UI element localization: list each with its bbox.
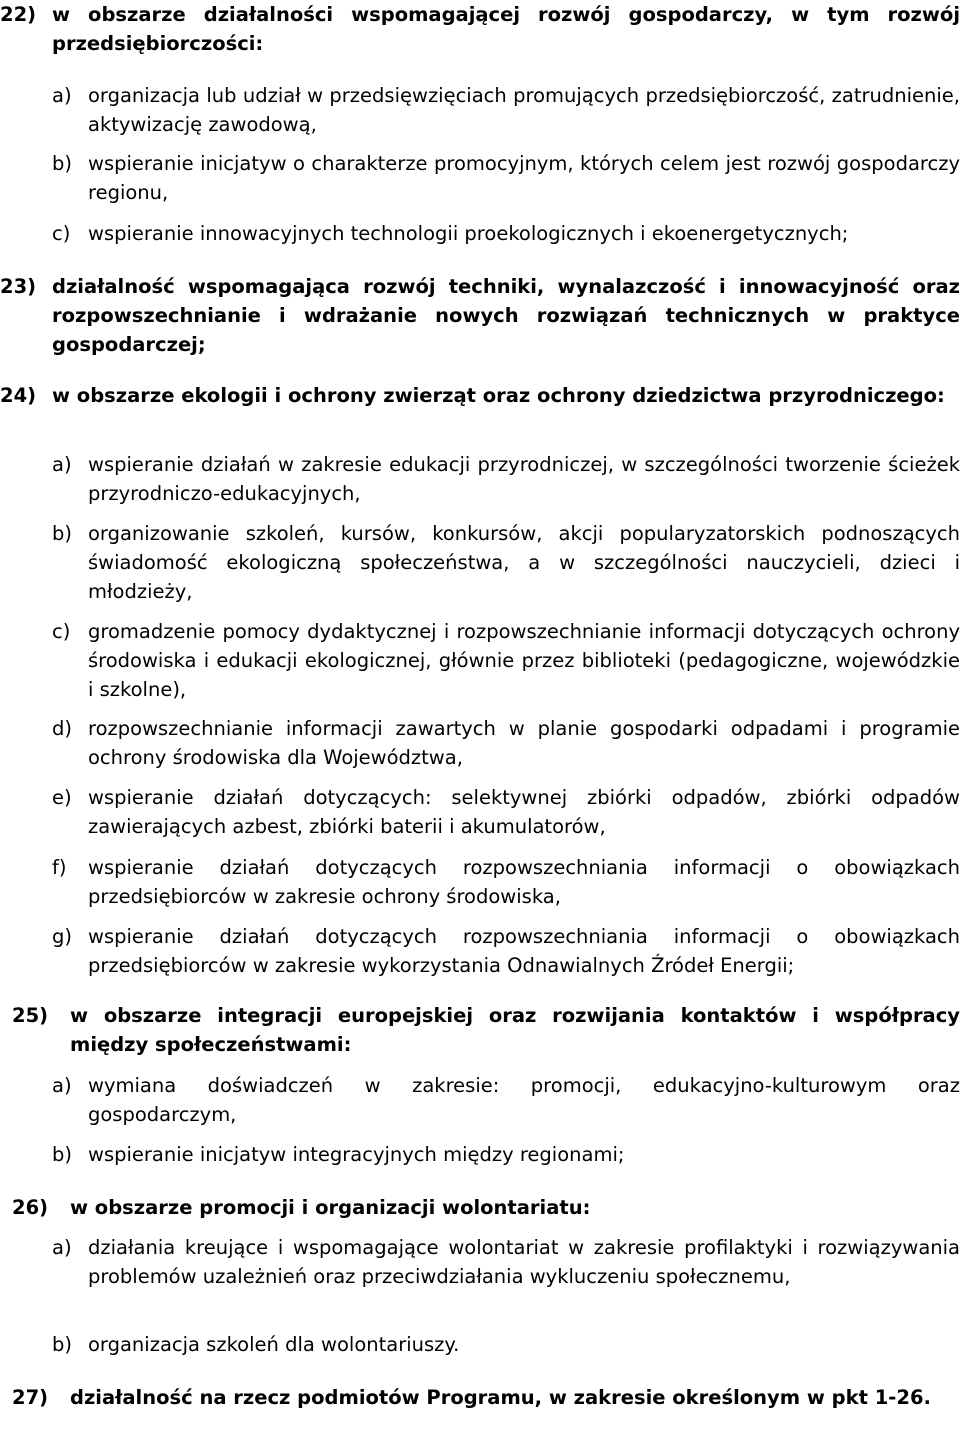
list-item [0, 617, 960, 704]
item-text: wspieranie działań dotyczących rozpowszechniania informacji o obowiązkach przedsiębiorców w zakresie wykorzystania Odnawialnych Źródeł Energii; [88, 925, 960, 977]
section-number: 26) [12, 1196, 49, 1219]
item-label: f) [52, 856, 67, 879]
item-text: wspieranie działań dotyczących: selektywnej zbiórki odpadów, zbiórki odpadów zawierających azbest, zbiórki baterii i akumulatorów, [88, 786, 960, 838]
section-title: w obszarze działalności wspomagającej rozwój gospodarczy, w tym rozwój przedsiębiorczości: [52, 3, 960, 55]
item-text: wspieranie inicjatyw integracyjnych między regionami; [88, 1143, 625, 1166]
item-label: g) [52, 925, 72, 948]
item-label: b) [52, 1333, 72, 1356]
item-text: organizowanie szkoleń, kursów, konkursów, akcji popularyzatorskich podnoszących świadomość ekologiczną społeczeństwa, a w szczególności nauczycieli, dzieci i młodzieży, [88, 522, 960, 603]
item-label: a) [52, 453, 72, 476]
list-item [0, 519, 960, 606]
list-item [0, 149, 960, 207]
list-item [0, 1140, 960, 1169]
section-number: 24) [0, 384, 37, 407]
list-item [0, 1233, 960, 1291]
item-text: wymiana doświadczeń w zakresie: promocji, edukacyjno-kulturowym oraz gospodarczym, [88, 1074, 960, 1126]
item-text: rozpowszechnianie informacji zawartych w planie gospodarki odpadami i programie ochrony środowiska dla Województwa, [88, 717, 960, 769]
list-item [0, 922, 960, 980]
item-text: wspieranie innowacyjnych technologii proekologicznych i ekoenergetycznych; [88, 222, 849, 245]
item-label: b) [52, 1143, 72, 1166]
section-heading [12, 1383, 960, 1412]
section-heading [0, 381, 960, 410]
list-item [0, 783, 960, 841]
item-label: c) [52, 222, 71, 245]
item-text: organizacja lub udział w przedsięwzięciach promujących przedsiębiorczość, zatrudnienie, aktywizację zawodową, [88, 84, 960, 136]
item-label: c) [52, 620, 71, 643]
item-text: wspieranie działań dotyczących rozpowszechniania informacji o obowiązkach przedsiębiorców w zakresie ochrony środowiska, [88, 856, 960, 908]
section-title: w obszarze promocji i organizacji wolontariatu: [70, 1196, 591, 1219]
section-heading [0, 0, 960, 58]
item-text: wspieranie działań w zakresie edukacji przyrodniczej, w szczególności tworzenie ścieżek przyrodniczo-edukacyjnych, [88, 453, 960, 505]
section-title: w obszarze integracji europejskiej oraz rozwijania kontaktów i współpracy między społeczeństwami: [70, 1004, 960, 1056]
list-item [0, 450, 960, 508]
section-number: 22) [0, 3, 37, 26]
list-item [0, 714, 960, 772]
list-item [0, 81, 960, 139]
section-heading [0, 272, 960, 359]
item-label: b) [52, 522, 72, 545]
item-label: a) [52, 1236, 72, 1259]
item-label: e) [52, 786, 72, 809]
item-label: a) [52, 1074, 72, 1097]
section-title: działalność wspomagająca rozwój techniki, wynalazczość i innowacyjność oraz rozpowszechnianie i wdrażanie nowych rozwiązań technicznych w praktyce gospodarczej; [52, 275, 960, 356]
section-number: 27) [12, 1386, 49, 1409]
list-item [0, 219, 960, 248]
section-title: w obszarze ekologii i ochrony zwierząt oraz ochrony dziedzictwa przyrodniczego: [52, 384, 945, 407]
section-number: 23) [0, 275, 37, 298]
item-text: gromadzenie pomocy dydaktycznej i rozpowszechnianie informacji dotyczących ochrony środowiska i edukacji ekologicznej, głównie przez biblioteki (pedagogiczne, wojewódzkie i szkolne), [88, 620, 960, 701]
item-label: d) [52, 717, 72, 740]
item-text: wspieranie inicjatyw o charakterze promocyjnym, których celem jest rozwój gospodarczy regionu, [88, 152, 960, 204]
list-item [0, 1330, 960, 1359]
item-label: b) [52, 152, 72, 175]
item-label: a) [52, 84, 72, 107]
item-text: organizacja szkoleń dla wolontariuszy. [88, 1333, 460, 1356]
section-title: działalność na rzecz podmiotów Programu, w zakresie określonym w pkt 1-26. [70, 1386, 931, 1409]
list-item [0, 853, 960, 911]
section-heading [12, 1193, 960, 1222]
item-text: działania kreujące i wspomagające wolontariat w zakresie profilaktyki i rozwiązywania problemów uzależnień oraz przeciwdziałania wykluczeniu społecznemu, [88, 1236, 960, 1288]
list-item [0, 1071, 960, 1129]
section-number: 25) [12, 1004, 49, 1027]
section-heading [12, 1001, 960, 1059]
